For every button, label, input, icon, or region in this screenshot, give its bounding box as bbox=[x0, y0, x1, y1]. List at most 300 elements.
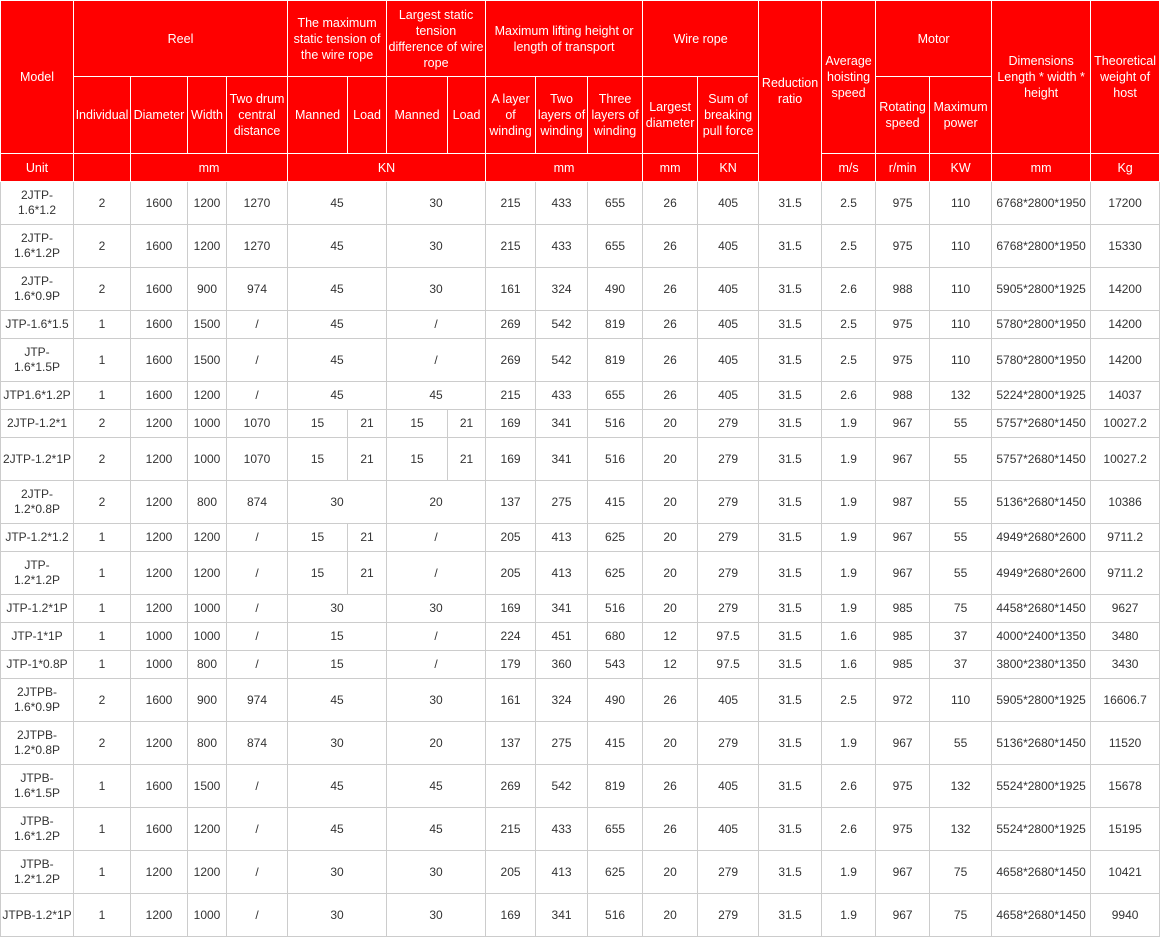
cell-two-drum-distance: / bbox=[227, 311, 288, 339]
cell-three-layers: 490 bbox=[588, 268, 643, 311]
cell-individual: 2 bbox=[74, 182, 131, 225]
header-sum-breaking-force: Sum of breaking pull force bbox=[698, 77, 759, 154]
cell-rotating-speed: 972 bbox=[876, 679, 930, 722]
cell-breaking-force: 405 bbox=[698, 339, 759, 382]
cell-three-layers: 516 bbox=[588, 595, 643, 623]
cell-rope-diameter: 26 bbox=[643, 311, 698, 339]
cell-diameter: 1600 bbox=[131, 225, 188, 268]
cell-rope-diameter: 26 bbox=[643, 382, 698, 410]
cell-two-drum-distance: / bbox=[227, 808, 288, 851]
cell-max-static-tension: 30 bbox=[288, 894, 387, 937]
cell-individual: 1 bbox=[74, 311, 131, 339]
cell-width: 1000 bbox=[188, 438, 227, 481]
cell-weight: 17200 bbox=[1091, 182, 1160, 225]
cell-width: 800 bbox=[188, 651, 227, 679]
cell-two-layers: 413 bbox=[536, 524, 588, 552]
cell-one-layer: 215 bbox=[486, 382, 536, 410]
cell-rope-diameter: 20 bbox=[643, 595, 698, 623]
cell-one-layer: 205 bbox=[486, 524, 536, 552]
cell-diameter: 1200 bbox=[131, 595, 188, 623]
cell-rope-diameter: 26 bbox=[643, 765, 698, 808]
cell-max-static-tension: 45 bbox=[288, 765, 387, 808]
cell-reduction-ratio: 31.5 bbox=[759, 438, 822, 481]
cell-model: JTP-1.2*1.2P bbox=[1, 552, 74, 595]
cell-model: 2JTP-1.6*1.2 bbox=[1, 182, 74, 225]
cell-rope-diameter: 26 bbox=[643, 339, 698, 382]
table-row bbox=[1, 182, 1160, 225]
cell-dimensions: 4949*2680*2600 bbox=[992, 552, 1091, 595]
cell-individual: 1 bbox=[74, 851, 131, 894]
cell-hoisting-speed: 1.9 bbox=[822, 851, 876, 894]
cell-max-static-tension: 30 bbox=[288, 851, 387, 894]
cell-hoisting-speed: 1.6 bbox=[822, 623, 876, 651]
header-dimensions: Dimensions Length * width * height bbox=[992, 1, 1091, 154]
cell-one-layer: 215 bbox=[486, 182, 536, 225]
header-max-static-tension: The maximum static tension of the wire rope bbox=[288, 1, 387, 77]
cell-diameter: 1000 bbox=[131, 623, 188, 651]
table-row bbox=[1, 311, 1160, 339]
cell-breaking-force: 279 bbox=[698, 410, 759, 438]
header-rotating-speed: Rotating speed bbox=[876, 77, 930, 154]
cell-breaking-force: 405 bbox=[698, 382, 759, 410]
cell-breaking-force: 279 bbox=[698, 722, 759, 765]
cell-tension-difference: 30 bbox=[387, 679, 486, 722]
cell-three-layers: 415 bbox=[588, 481, 643, 524]
cell-diameter: 1600 bbox=[131, 679, 188, 722]
cell-rotating-speed: 975 bbox=[876, 765, 930, 808]
cell-tension-difference: 20 bbox=[387, 481, 486, 524]
cell-breaking-force: 279 bbox=[698, 524, 759, 552]
cell-width: 900 bbox=[188, 679, 227, 722]
cell-two-drum-distance: / bbox=[227, 552, 288, 595]
cell-max-power: 75 bbox=[930, 894, 992, 937]
cell-model: 2JTPB-1.2*0.8P bbox=[1, 722, 74, 765]
cell-reduction-ratio: 31.5 bbox=[759, 595, 822, 623]
cell-reduction-ratio: 31.5 bbox=[759, 182, 822, 225]
cell-two-layers: 275 bbox=[536, 481, 588, 524]
cell-individual: 2 bbox=[74, 268, 131, 311]
cell-dimensions: 5757*2680*1450 bbox=[992, 410, 1091, 438]
cell-reduction-ratio: 31.5 bbox=[759, 481, 822, 524]
cell-individual: 1 bbox=[74, 623, 131, 651]
cell-width: 1500 bbox=[188, 765, 227, 808]
cell-reduction-ratio: 31.5 bbox=[759, 722, 822, 765]
cell-breaking-force: 279 bbox=[698, 595, 759, 623]
cell-width: 1000 bbox=[188, 894, 227, 937]
cell-tension-difference: 30 bbox=[387, 851, 486, 894]
cell-reduction-ratio: 31.5 bbox=[759, 225, 822, 268]
header-reel: Reel bbox=[74, 1, 288, 77]
cell-diameter: 1600 bbox=[131, 808, 188, 851]
cell-diameter: 1200 bbox=[131, 722, 188, 765]
header-diff-load: Load bbox=[448, 77, 486, 154]
cell-one-layer: 169 bbox=[486, 894, 536, 937]
cell-weight: 14200 bbox=[1091, 339, 1160, 382]
cell-two-drum-distance: / bbox=[227, 623, 288, 651]
cell-diameter: 1200 bbox=[131, 410, 188, 438]
header-theoretical-weight: Theoretical weight of host bbox=[1091, 1, 1160, 154]
cell-one-layer: 169 bbox=[486, 595, 536, 623]
unit-lifting-mm: mm bbox=[486, 154, 643, 182]
header-two-layers: Two layers of winding bbox=[536, 77, 588, 154]
cell-tension-manned: 15 bbox=[288, 438, 348, 481]
cell-hoisting-speed: 2.5 bbox=[822, 225, 876, 268]
header-max-lifting-height: Maximum lifting height or length of transport bbox=[486, 1, 643, 77]
cell-breaking-force: 279 bbox=[698, 894, 759, 937]
table-header bbox=[1, 1, 1160, 182]
cell-two-drum-distance: / bbox=[227, 524, 288, 552]
unit-reel-mm: mm bbox=[131, 154, 288, 182]
cell-model: 2JTP-1.2*0.8P bbox=[1, 481, 74, 524]
cell-max-power: 55 bbox=[930, 438, 992, 481]
cell-weight: 10027.2 bbox=[1091, 438, 1160, 481]
cell-diameter: 1200 bbox=[131, 851, 188, 894]
cell-individual: 1 bbox=[74, 339, 131, 382]
cell-hoisting-speed: 1.9 bbox=[822, 595, 876, 623]
cell-three-layers: 516 bbox=[588, 410, 643, 438]
cell-max-static-tension: 45 bbox=[288, 339, 387, 382]
cell-reduction-ratio: 31.5 bbox=[759, 552, 822, 595]
cell-rope-diameter: 20 bbox=[643, 894, 698, 937]
cell-rotating-speed: 975 bbox=[876, 339, 930, 382]
cell-rope-diameter: 20 bbox=[643, 481, 698, 524]
cell-max-power: 132 bbox=[930, 765, 992, 808]
unit-power: KW bbox=[930, 154, 992, 182]
cell-diameter: 1200 bbox=[131, 552, 188, 595]
cell-dimensions: 3800*2380*1350 bbox=[992, 651, 1091, 679]
cell-dimensions: 5136*2680*1450 bbox=[992, 481, 1091, 524]
table-row bbox=[1, 524, 1160, 552]
cell-width: 1000 bbox=[188, 595, 227, 623]
cell-rotating-speed: 967 bbox=[876, 894, 930, 937]
cell-rope-diameter: 26 bbox=[643, 268, 698, 311]
cell-model: 2JTP-1.2*1P bbox=[1, 438, 74, 481]
cell-rotating-speed: 975 bbox=[876, 225, 930, 268]
cell-weight: 15330 bbox=[1091, 225, 1160, 268]
cell-diameter: 1600 bbox=[131, 765, 188, 808]
cell-breaking-force: 405 bbox=[698, 268, 759, 311]
cell-reduction-ratio: 31.5 bbox=[759, 765, 822, 808]
cell-tension-difference: / bbox=[387, 623, 486, 651]
cell-two-drum-distance: / bbox=[227, 382, 288, 410]
cell-rope-diameter: 20 bbox=[643, 438, 698, 481]
cell-max-static-tension: 45 bbox=[288, 808, 387, 851]
cell-two-layers: 341 bbox=[536, 595, 588, 623]
cell-rope-diameter: 26 bbox=[643, 182, 698, 225]
cell-two-drum-distance: 1070 bbox=[227, 410, 288, 438]
cell-diff-load: 21 bbox=[448, 438, 486, 481]
cell-breaking-force: 279 bbox=[698, 438, 759, 481]
cell-one-layer: 137 bbox=[486, 722, 536, 765]
cell-two-drum-distance: / bbox=[227, 651, 288, 679]
cell-two-drum-distance: / bbox=[227, 595, 288, 623]
cell-model: JTPB-1.2*1.2P bbox=[1, 851, 74, 894]
cell-three-layers: 625 bbox=[588, 851, 643, 894]
cell-breaking-force: 279 bbox=[698, 481, 759, 524]
cell-two-layers: 542 bbox=[536, 311, 588, 339]
cell-rope-diameter: 12 bbox=[643, 651, 698, 679]
unit-dims: mm bbox=[992, 154, 1091, 182]
cell-two-layers: 275 bbox=[536, 722, 588, 765]
table-row bbox=[1, 651, 1160, 679]
cell-hoisting-speed: 2.5 bbox=[822, 182, 876, 225]
table-row bbox=[1, 623, 1160, 651]
cell-max-power: 55 bbox=[930, 410, 992, 438]
cell-one-layer: 269 bbox=[486, 339, 536, 382]
cell-diameter: 1200 bbox=[131, 438, 188, 481]
cell-three-layers: 655 bbox=[588, 225, 643, 268]
header-three-layers: Three layers of winding bbox=[588, 77, 643, 154]
cell-two-layers: 324 bbox=[536, 268, 588, 311]
cell-rope-diameter: 12 bbox=[643, 623, 698, 651]
header-model: Model bbox=[1, 1, 74, 154]
cell-two-drum-distance: 874 bbox=[227, 481, 288, 524]
cell-hoisting-speed: 2.5 bbox=[822, 311, 876, 339]
cell-width: 1200 bbox=[188, 851, 227, 894]
cell-weight: 14200 bbox=[1091, 268, 1160, 311]
cell-tension-difference: / bbox=[387, 651, 486, 679]
cell-model: JTP-1.2*1.2 bbox=[1, 524, 74, 552]
cell-individual: 2 bbox=[74, 679, 131, 722]
cell-max-static-tension: 45 bbox=[288, 679, 387, 722]
cell-three-layers: 415 bbox=[588, 722, 643, 765]
cell-hoisting-speed: 1.9 bbox=[822, 894, 876, 937]
header-diameter: Diameter bbox=[131, 77, 188, 154]
cell-breaking-force: 279 bbox=[698, 851, 759, 894]
cell-tension-difference: 20 bbox=[387, 722, 486, 765]
cell-width: 1000 bbox=[188, 410, 227, 438]
header-avg-hoisting-speed: Average hoisting speed bbox=[822, 1, 876, 154]
cell-width: 1200 bbox=[188, 808, 227, 851]
cell-one-layer: 205 bbox=[486, 851, 536, 894]
cell-model: 2JTP-1.6*0.9P bbox=[1, 268, 74, 311]
cell-tension-difference: 30 bbox=[387, 225, 486, 268]
cell-dimensions: 5905*2800*1925 bbox=[992, 679, 1091, 722]
cell-breaking-force: 405 bbox=[698, 182, 759, 225]
cell-individual: 1 bbox=[74, 808, 131, 851]
cell-rotating-speed: 967 bbox=[876, 524, 930, 552]
table-row bbox=[1, 552, 1160, 595]
header-tension-manned: Manned bbox=[288, 77, 348, 154]
unit-label: Unit bbox=[1, 154, 74, 182]
cell-two-drum-distance: 974 bbox=[227, 679, 288, 722]
cell-individual: 1 bbox=[74, 382, 131, 410]
cell-dimensions: 4000*2400*1350 bbox=[992, 623, 1091, 651]
cell-weight: 3430 bbox=[1091, 651, 1160, 679]
table-row bbox=[1, 225, 1160, 268]
cell-reduction-ratio: 31.5 bbox=[759, 623, 822, 651]
cell-width: 1200 bbox=[188, 182, 227, 225]
cell-model: JTP-1.6*1.5 bbox=[1, 311, 74, 339]
cell-weight: 9940 bbox=[1091, 894, 1160, 937]
cell-max-static-tension: 45 bbox=[288, 225, 387, 268]
cell-max-static-tension: 45 bbox=[288, 268, 387, 311]
cell-width: 1200 bbox=[188, 382, 227, 410]
cell-three-layers: 819 bbox=[588, 765, 643, 808]
cell-max-power: 37 bbox=[930, 623, 992, 651]
cell-two-layers: 542 bbox=[536, 765, 588, 808]
cell-tension-difference: 45 bbox=[387, 765, 486, 808]
cell-tension-difference: 30 bbox=[387, 182, 486, 225]
header-two-drum-distance: Two drum central distance bbox=[227, 77, 288, 154]
cell-one-layer: 161 bbox=[486, 268, 536, 311]
cell-diameter: 1200 bbox=[131, 524, 188, 552]
cell-diameter: 1000 bbox=[131, 651, 188, 679]
header-wire-rope: Wire rope bbox=[643, 1, 759, 77]
header-width: Width bbox=[188, 77, 227, 154]
table-row bbox=[1, 679, 1160, 722]
cell-weight: 9711.2 bbox=[1091, 524, 1160, 552]
cell-weight: 9711.2 bbox=[1091, 552, 1160, 595]
cell-model: JTPB-1.6*1.5P bbox=[1, 765, 74, 808]
cell-rotating-speed: 988 bbox=[876, 268, 930, 311]
cell-hoisting-speed: 2.6 bbox=[822, 268, 876, 311]
cell-rope-diameter: 20 bbox=[643, 722, 698, 765]
cell-dimensions: 5757*2680*1450 bbox=[992, 438, 1091, 481]
cell-rope-diameter: 20 bbox=[643, 524, 698, 552]
cell-rotating-speed: 967 bbox=[876, 438, 930, 481]
header-largest-tension-diff: Largest static tension difference of wire rope bbox=[387, 1, 486, 77]
cell-diameter: 1600 bbox=[131, 339, 188, 382]
cell-max-power: 55 bbox=[930, 722, 992, 765]
cell-tension-difference: 45 bbox=[387, 382, 486, 410]
cell-two-drum-distance: 1270 bbox=[227, 182, 288, 225]
cell-rope-diameter: 20 bbox=[643, 410, 698, 438]
cell-breaking-force: 405 bbox=[698, 311, 759, 339]
cell-max-power: 55 bbox=[930, 552, 992, 595]
cell-max-power: 110 bbox=[930, 182, 992, 225]
cell-tension-difference: / bbox=[387, 552, 486, 595]
cell-model: 2JTP-1.6*1.2P bbox=[1, 225, 74, 268]
cell-tension-difference: 30 bbox=[387, 268, 486, 311]
cell-one-layer: 169 bbox=[486, 438, 536, 481]
unit-rope-kn: KN bbox=[698, 154, 759, 182]
cell-rope-diameter: 20 bbox=[643, 552, 698, 595]
cell-breaking-force: 405 bbox=[698, 765, 759, 808]
cell-rotating-speed: 975 bbox=[876, 182, 930, 225]
cell-tension-difference: 30 bbox=[387, 894, 486, 937]
cell-three-layers: 680 bbox=[588, 623, 643, 651]
cell-reduction-ratio: 31.5 bbox=[759, 851, 822, 894]
cell-reduction-ratio: 31.5 bbox=[759, 679, 822, 722]
cell-individual: 1 bbox=[74, 651, 131, 679]
cell-weight: 14200 bbox=[1091, 311, 1160, 339]
header-largest-diameter: Largest diameter bbox=[643, 77, 698, 154]
cell-three-layers: 819 bbox=[588, 311, 643, 339]
cell-three-layers: 655 bbox=[588, 808, 643, 851]
cell-dimensions: 5780*2800*1950 bbox=[992, 311, 1091, 339]
cell-model: JTP-1*1P bbox=[1, 623, 74, 651]
cell-width: 900 bbox=[188, 268, 227, 311]
cell-dimensions: 5780*2800*1950 bbox=[992, 339, 1091, 382]
cell-two-drum-distance: / bbox=[227, 894, 288, 937]
cell-reduction-ratio: 31.5 bbox=[759, 651, 822, 679]
cell-hoisting-speed: 2.6 bbox=[822, 765, 876, 808]
cell-individual: 2 bbox=[74, 481, 131, 524]
unit-individual bbox=[74, 154, 131, 182]
cell-two-drum-distance: / bbox=[227, 851, 288, 894]
cell-three-layers: 655 bbox=[588, 382, 643, 410]
table-body bbox=[1, 182, 1160, 937]
cell-two-drum-distance: / bbox=[227, 765, 288, 808]
cell-hoisting-speed: 1.9 bbox=[822, 722, 876, 765]
cell-max-power: 110 bbox=[930, 311, 992, 339]
cell-rope-diameter: 26 bbox=[643, 225, 698, 268]
cell-dimensions: 5905*2800*1925 bbox=[992, 268, 1091, 311]
cell-model: JTP-1*0.8P bbox=[1, 651, 74, 679]
cell-tension-manned: 15 bbox=[288, 524, 348, 552]
table-row bbox=[1, 410, 1160, 438]
table-row bbox=[1, 808, 1160, 851]
cell-tension-difference: / bbox=[387, 339, 486, 382]
cell-tension-manned: 15 bbox=[288, 552, 348, 595]
cell-hoisting-speed: 1.9 bbox=[822, 481, 876, 524]
table-row bbox=[1, 851, 1160, 894]
cell-dimensions: 6768*2800*1950 bbox=[992, 225, 1091, 268]
cell-max-static-tension: 45 bbox=[288, 182, 387, 225]
cell-dimensions: 5224*2800*1925 bbox=[992, 382, 1091, 410]
cell-tension-difference: 30 bbox=[387, 595, 486, 623]
cell-two-layers: 341 bbox=[536, 410, 588, 438]
cell-tension-difference: 45 bbox=[387, 808, 486, 851]
cell-weight: 9627 bbox=[1091, 595, 1160, 623]
cell-max-power: 75 bbox=[930, 595, 992, 623]
cell-tension-load: 21 bbox=[348, 410, 387, 438]
cell-tension-load: 21 bbox=[348, 438, 387, 481]
cell-two-layers: 341 bbox=[536, 438, 588, 481]
cell-two-layers: 433 bbox=[536, 808, 588, 851]
cell-max-power: 37 bbox=[930, 651, 992, 679]
table-row bbox=[1, 765, 1160, 808]
cell-two-layers: 360 bbox=[536, 651, 588, 679]
cell-width: 1200 bbox=[188, 524, 227, 552]
cell-width: 1000 bbox=[188, 623, 227, 651]
cell-individual: 1 bbox=[74, 765, 131, 808]
cell-two-layers: 542 bbox=[536, 339, 588, 382]
cell-model: JTPB-1.6*1.2P bbox=[1, 808, 74, 851]
cell-weight: 10386 bbox=[1091, 481, 1160, 524]
cell-diameter: 1600 bbox=[131, 182, 188, 225]
cell-tension-difference: / bbox=[387, 311, 486, 339]
cell-individual: 1 bbox=[74, 894, 131, 937]
cell-individual: 2 bbox=[74, 410, 131, 438]
cell-individual: 2 bbox=[74, 722, 131, 765]
cell-breaking-force: 405 bbox=[698, 225, 759, 268]
cell-weight: 16606.7 bbox=[1091, 679, 1160, 722]
cell-hoisting-speed: 2.5 bbox=[822, 339, 876, 382]
cell-hoisting-speed: 1.9 bbox=[822, 410, 876, 438]
cell-one-layer: 137 bbox=[486, 481, 536, 524]
cell-model: JTPB-1.2*1P bbox=[1, 894, 74, 937]
cell-model: 2JTPB-1.6*0.9P bbox=[1, 679, 74, 722]
unit-weight: Kg bbox=[1091, 154, 1160, 182]
cell-max-static-tension: 15 bbox=[288, 651, 387, 679]
cell-one-layer: 215 bbox=[486, 225, 536, 268]
cell-max-static-tension: 15 bbox=[288, 623, 387, 651]
cell-reduction-ratio: 31.5 bbox=[759, 311, 822, 339]
cell-tension-load: 21 bbox=[348, 552, 387, 595]
table-row bbox=[1, 894, 1160, 937]
cell-one-layer: 269 bbox=[486, 765, 536, 808]
cell-individual: 1 bbox=[74, 552, 131, 595]
cell-individual: 2 bbox=[74, 225, 131, 268]
cell-two-layers: 324 bbox=[536, 679, 588, 722]
cell-tension-difference: / bbox=[387, 524, 486, 552]
cell-hoisting-speed: 2.6 bbox=[822, 382, 876, 410]
table-row bbox=[1, 438, 1160, 481]
cell-rotating-speed: 967 bbox=[876, 851, 930, 894]
cell-max-power: 55 bbox=[930, 524, 992, 552]
